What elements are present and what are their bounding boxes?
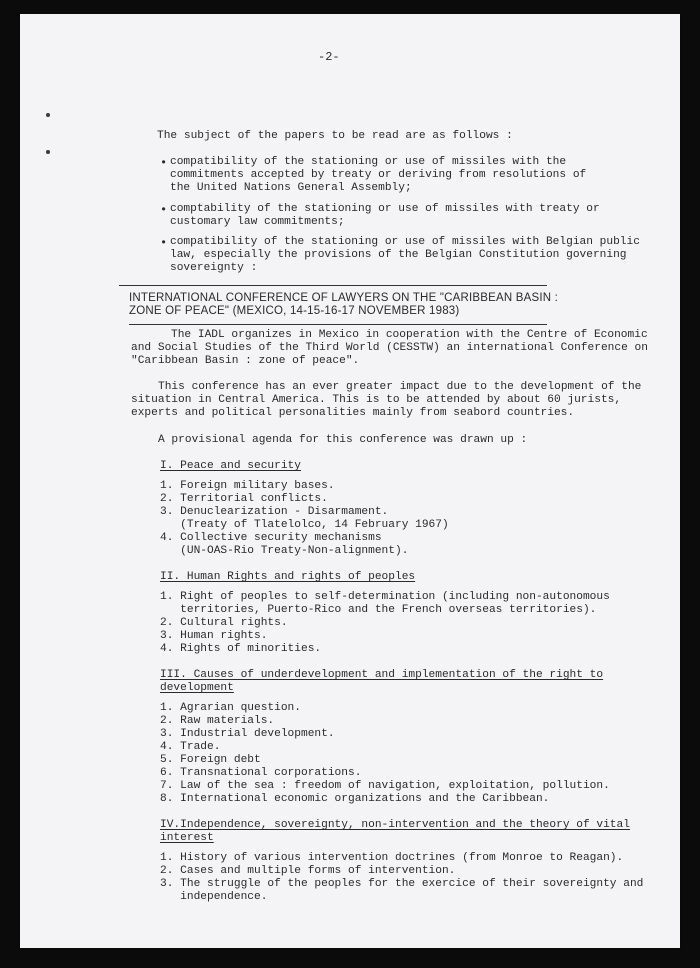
paragraph-line: "Caribbean Basin : zone of peace". <box>131 355 360 367</box>
paragraph-line: situation in Central America. This is to be attended by about 60 jurists, <box>131 394 622 406</box>
agenda-item: 3. Human rights. <box>160 630 268 642</box>
agenda-item: independence. <box>160 891 268 903</box>
conference-title: INTERNATIONAL CONFERENCE OF LAWYERS ON THE "CARIBBEAN BASIN : <box>129 292 559 304</box>
agenda-item: 2. Cases and multiple forms of intervention. <box>160 865 456 877</box>
agenda-item: 2. Cultural rights. <box>160 617 288 629</box>
agenda-item: (Treaty of Tlatelolco, 14 February 1967) <box>160 519 449 531</box>
punch-hole-mark <box>46 113 50 117</box>
paragraph-line: This conference has an ever greater impact due to the development of the <box>158 381 642 393</box>
agenda-item: 4. Rights of minorities. <box>160 643 322 655</box>
section-title: III. Causes of underdevelopment and implementation of the right to <box>160 669 604 681</box>
agenda-item: territories, Puerto-Rico and the French overseas territories). <box>160 604 597 616</box>
bullet-line: law, especially the provisions of the Belgian Constitution governing <box>170 249 627 261</box>
section-title: IV.Independence, sovereignty, non-intervention and the theory of vital <box>160 819 630 831</box>
bullet-line: compatibility of the stationing or use of missiles with the <box>170 156 567 168</box>
section-title: interest <box>160 832 214 844</box>
agenda-item: 7. Law of the sea : freedom of navigation, exploitation, pollution. <box>160 780 610 792</box>
section-title: II. Human Rights and rights of peoples <box>160 571 416 583</box>
agenda-item: 4. Trade. <box>160 741 221 753</box>
agenda-item: 2. Raw materials. <box>160 715 275 727</box>
paragraph-line: experts and political personalities mainly from seabord countries. <box>131 407 575 419</box>
bullet-line: compatibility of the stationing or use of missiles with Belgian public <box>170 236 640 248</box>
bullet-line: comptability of the stationing or use of missiles with treaty or <box>170 203 600 215</box>
agenda-item: 1. History of various intervention doctrines (from Monroe to Reagan). <box>160 852 624 864</box>
agenda-item: 3. Denuclearization - Disarmament. <box>160 506 389 518</box>
paragraph-line: and Social Studies of the Third World (CESSTW) an international Conference on <box>131 342 648 354</box>
bullet-dot: • <box>160 236 168 250</box>
bullet-line: sovereignty : <box>170 262 258 274</box>
agenda-item: 4. Collective security mechanisms <box>160 532 382 544</box>
agenda-intro: A provisional agenda for this conference was drawn up : <box>158 434 528 446</box>
document-page <box>20 14 680 948</box>
bullet-dot: • <box>160 156 168 170</box>
agenda-item: 6. Transnational corporations. <box>160 767 362 779</box>
bullet-line: customary law commitments; <box>170 216 345 228</box>
agenda-item: 3. Industrial development. <box>160 728 335 740</box>
bullet-line: the United Nations General Assembly; <box>170 182 412 194</box>
agenda-item: 5. Foreign debt <box>160 754 261 766</box>
intro-text: The subject of the papers to be read are as follows : <box>157 130 513 142</box>
agenda-item: 1. Right of peoples to self-determination (including non-autonomous <box>160 591 610 603</box>
agenda-item: (UN-OAS-Rio Treaty-Non-alignment). <box>160 545 409 557</box>
conference-title: ZONE OF PEACE" (MEXICO, 14-15-16-17 NOVEMBER 1983) <box>129 305 460 317</box>
section-title: I. Peace and security <box>160 460 301 472</box>
bullet-dot: • <box>160 203 168 217</box>
horizontal-rule <box>119 285 547 286</box>
agenda-item: 8. International economic organizations and the Caribbean. <box>160 793 550 805</box>
agenda-item: 3. The struggle of the peoples for the exercice of their sovereignty and <box>160 878 644 890</box>
section-title: development <box>160 682 234 694</box>
bullet-line: commitments accepted by treaty or deriving from resolutions of <box>170 169 587 181</box>
agenda-item: 1. Foreign military bases. <box>160 480 335 492</box>
agenda-item: 1. Agrarian question. <box>160 702 301 714</box>
horizontal-rule <box>129 324 547 325</box>
paragraph-line: The IADL organizes in Mexico in cooperation with the Centre of Economic <box>171 329 648 341</box>
agenda-item: 2. Territorial conflicts. <box>160 493 328 505</box>
punch-hole-mark <box>46 150 50 154</box>
page-number: -2- <box>318 50 340 64</box>
